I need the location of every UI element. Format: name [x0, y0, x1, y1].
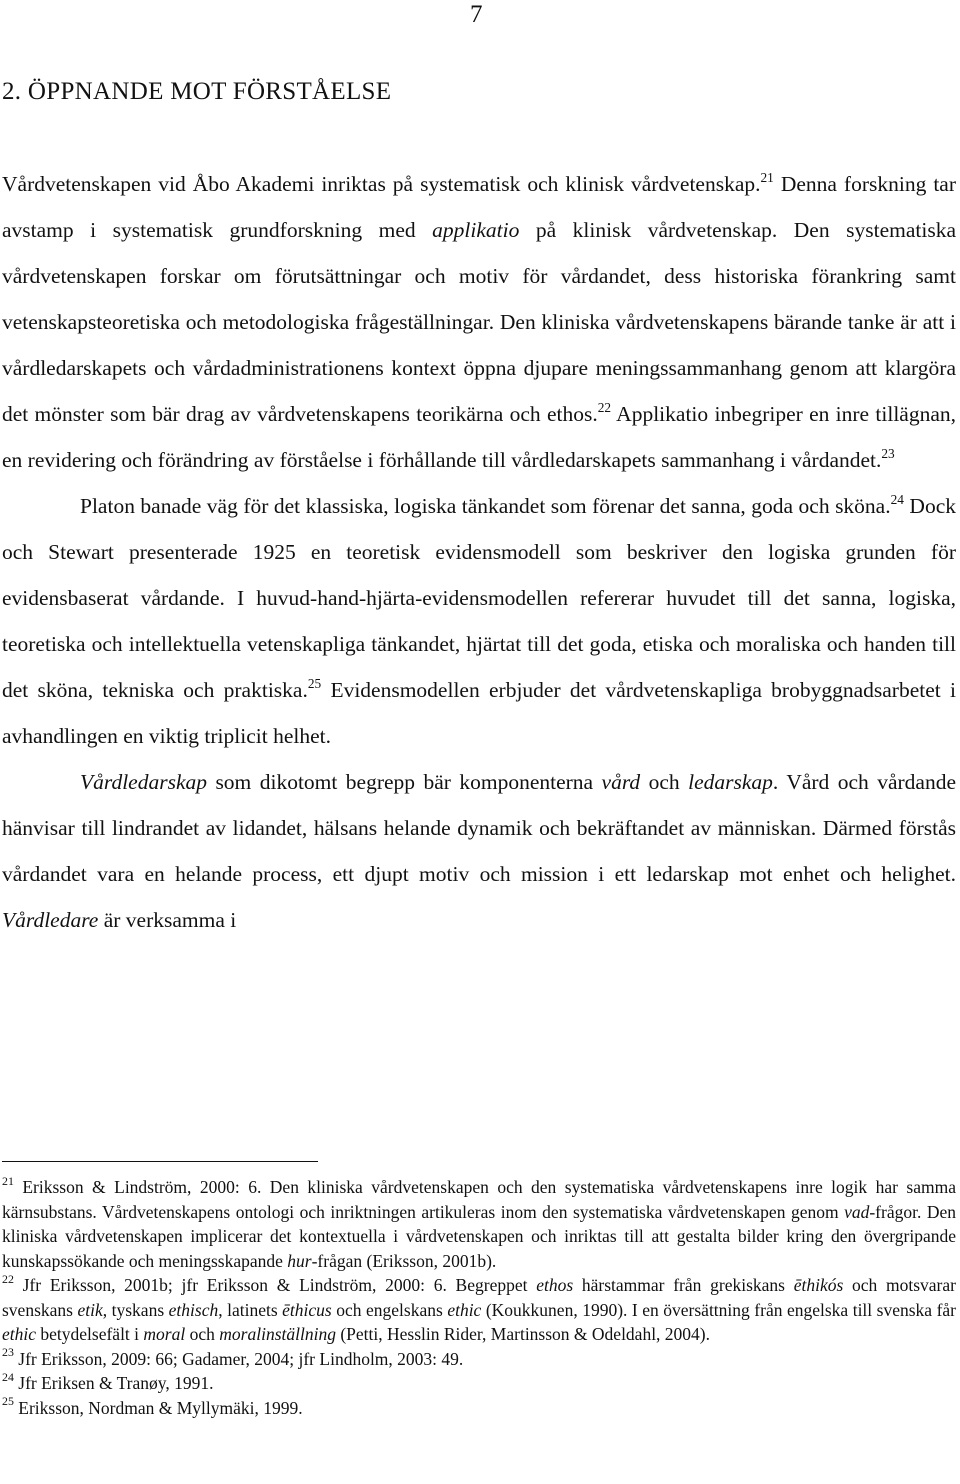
footnotes — [2, 1175, 956, 1420]
footnote-ref-21[interactable]: 21 — [760, 169, 774, 185]
footnote-22: $^{22}$ Jfr Eriksson, 2001b; jfr Eriksson & Lindström, 2000: 6. Begreppet ethos härstammar från grekiskans ēthikós och motsvarar svenskans etik, tyskans ethisch, latinets ēthicus och engelskans ethic (Koukkunen, 1990). I en översättning från engelska till svenska får ethic betydelsefält i moral och moralinställning (Petti, Hesslin Rider, Martinsson & Odeldahl, 2004). — [2, 1271, 956, 1344]
section-heading: 2. ÖPPNANDE MOT FÖRSTÅELSE — [2, 78, 392, 105]
footnote-ref-25[interactable]: 25 — [307, 675, 322, 691]
footnote-24: $^{24}$ Jfr Eriksen & Tranøy, 1991. — [2, 1369, 214, 1393]
footnote-21: $^{21}$ Eriksson & Lindström, 2000: 6. Den kliniska vårdvetenskapen och den systematiska vårdvetenskapens inre logik har samma kärnsubstans. Vårdvetenskapens ontologi och inriktningen artikuleras inom den systematiska vårdvetenskapen genom vad-frågor. Den kliniska vårdvetenskapen implicerar det kontextuella i vårdvetenskapen och inriktas till att gestalta bilder kring den övergripande kunskapssökande och meningsskapande hur-frågan (Eriksson, 2001b). — [2, 1173, 956, 1271]
body-text — [2, 161, 956, 943]
footnote-25: $^{25}$ Eriksson, Nordman & Myllymäki, 1999. — [2, 1394, 303, 1418]
footnote-ref-24[interactable]: 24 — [890, 491, 904, 507]
footnote-separator — [2, 1161, 318, 1162]
paragraph-3: Vårdledarskap som dikotomt begrepp bär komponenterna vård och ledarskap. Vård och vårdande hänvisar till lindrandet av lidandet, hälsans helande dynamik och bekräftandet av människan. Därmed förstås vårdandet vara en helande process, ett djupt motiv och mission i ett ledarskap mot enhet och helighet. Vårdledare är verksamma i — [2, 770, 956, 932]
footnote-ref-22[interactable]: 22 — [597, 399, 612, 415]
page-number: 7 — [470, 1, 483, 28]
footnote-23: $^{23}$ Jfr Eriksson, 2009: 66; Gadamer, 2004; jfr Lindholm, 2003: 49. — [2, 1345, 464, 1369]
footnote-ref-23[interactable]: 23 — [881, 445, 895, 461]
paragraph-2: Platon banade väg för det klassiska, logiska tänkandet som förenar det sanna, goda och sköna.$^{24}$ Dock och Stewart presenterade 1925 en teoretisk evidensmodell som beskriver den logiska grunden för evidensbaserat vårdande. I huvud-hand-hjärta-evidensmodellen refererar huvudet till det sanna, logiska, teoretiska och intellektuella vetenskapliga tänkandet, hjärtat till det goda, etiska och moraliska och handen till det sköna, tekniska och praktiska.$^{25}$ Evidensmodellen erbjuder det vårdvetenskapliga brobyggnadsarbetet i avhandlingen en viktig triplicit helhet. — [2, 491, 956, 748]
paragraph-1: Vårdvetenskapen vid Åbo Akademi inriktas på systematisk och klinisk vårdvetenskap.$^{21}$ Denna forskning tar avstamp i systematisk grundforskning med applikatio på klinisk vårdvetenskap. Den systematiska vårdvetenskapen forskar om förutsättningar och motiv för vårdandet, dess historiska förankring samt vetenskapsteoretiska och metodologiska frågeställningar. Den kliniska vårdvetenskapens bärande tanke är att i vårdledarskapets och vårdadministrationens kontext öppna djupare meningssammanhang genom att klargöra det mönster som bär drag av vårdvetenskapens teorikärna och ethos.$^{22}$ Applikatio inbegriper en inre tillägnan, en revidering och förändring av förståelse i förhållande till vårdledarskapets sammanhang i vårdandet.$^{23}$ — [2, 169, 956, 472]
